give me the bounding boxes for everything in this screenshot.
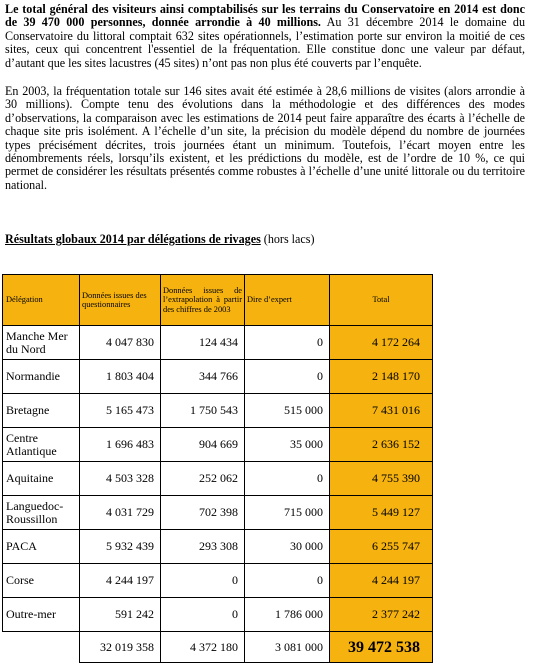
header-questionnaires: Données issues des questionnaires <box>80 275 161 326</box>
table-total-row <box>3 632 433 663</box>
table-title-suffix: (hors lacs) <box>260 232 315 246</box>
cell-expert: 0 <box>245 326 330 360</box>
table-row <box>3 326 433 360</box>
cell-expert: 35 000 <box>245 428 330 462</box>
header-delegation: Délégation <box>3 275 80 326</box>
cell-delegation: Centre Atlantique <box>3 428 80 462</box>
table-row <box>3 530 433 564</box>
cell-questionnaires: 4 031 729 <box>80 496 161 530</box>
cell-total: 2 148 170 <box>330 360 433 394</box>
cell-extrapolation: 293 308 <box>161 530 245 564</box>
cell-delegation: Corse <box>3 564 80 598</box>
cell-questionnaires: 4 047 830 <box>80 326 161 360</box>
cell-extrapolation: 904 669 <box>161 428 245 462</box>
table-row <box>3 564 433 598</box>
table-header-row <box>3 275 433 326</box>
cell-questionnaires: 591 242 <box>80 598 161 632</box>
cell-total: 2 636 152 <box>330 428 433 462</box>
cell-expert: 515 000 <box>245 394 330 428</box>
cell-total: 2 377 242 <box>330 598 433 632</box>
cell-questionnaires: 1 696 483 <box>80 428 161 462</box>
table-row <box>3 462 433 496</box>
cell-expert: 715 000 <box>245 496 330 530</box>
table-row <box>3 360 433 394</box>
intro-paragraph-1-bold: Le total général des visiteurs ainsi comptabilisés sur les terrains du Conservatoire en 2014 est donc de 39 470 000 personnes, donnée arrondie à 40 millions. <box>5 2 525 30</box>
cell-delegation: Bretagne <box>3 394 80 428</box>
cell-extrapolation: 344 766 <box>161 360 245 394</box>
cell-questionnaires: 4 244 197 <box>80 564 161 598</box>
total-expert: 3 081 000 <box>245 632 330 663</box>
intro-paragraph-2: En 2003, la fréquentation totale sur 146 sites avait été estimée à 28,6 millions de visites (alors arrondie à 30 millions). Compte tenu des évolutions dans la méthodologie et des différences des modes d’observations, la comparaison avec les estimations de 2014 peut faire apparaître des écarts à l’échelle de chaque site pris isolément. A l’échelle d’un site, la précision du modèle dépend du nombre de journées types précisément décrites, trois journées étant un minimum. Toutefois, l’écart moyen entre les dénombrements réels, lorsqu’ils existent, et les prédictions du modèle, est de l’ordre de 10 %, ce qui permet de considérer les résultats présentés comme robustes à l’échelle d’une unité littorale ou du territoire national. <box>5 84 525 192</box>
cell-expert: 0 <box>245 360 330 394</box>
cell-extrapolation: 1 750 543 <box>161 394 245 428</box>
cell-extrapolation: 124 434 <box>161 326 245 360</box>
cell-expert: 0 <box>245 462 330 496</box>
cell-total: 4 172 264 <box>330 326 433 360</box>
cell-delegation: Normandie <box>3 360 80 394</box>
grand-total: 39 472 538 <box>330 632 433 663</box>
table-title <box>5 232 315 247</box>
table-row <box>3 598 433 632</box>
cell-delegation: Languedoc-Roussillon <box>3 496 80 530</box>
header-expert: Dire d’expert <box>245 275 330 326</box>
cell-questionnaires: 5 165 473 <box>80 394 161 428</box>
table-row <box>3 496 433 530</box>
cell-delegation: Outre-mer <box>3 598 80 632</box>
cell-extrapolation: 702 398 <box>161 496 245 530</box>
cell-total: 7 431 016 <box>330 394 433 428</box>
intro-paragraph-1-text: Au 31 décembre 2014 le domaine du Conservatoire du littoral comptait 632 sites opérationnels, l’estimation porte sur environ la moitié de ces sites, ceux qui concentrent l'essentiel de la fréquentation. Elle constitue donc une valeur par défaut, d’autant que les sites lacustres (45 sites) n’ont pas non plus été couverts par l’enquête. <box>5 15 525 70</box>
cell-extrapolation: 0 <box>161 564 245 598</box>
intro-paragraph-1 <box>5 3 525 70</box>
table-title-main: Résultats globaux 2014 par délégations de rivages <box>5 232 261 246</box>
cell-total: 4 755 390 <box>330 462 433 496</box>
cell-extrapolation: 0 <box>161 598 245 632</box>
total-questionnaires: 32 019 358 <box>80 632 161 663</box>
cell-questionnaires: 4 503 328 <box>80 462 161 496</box>
cell-delegation: Aquitaine <box>3 462 80 496</box>
cell-delegation: PACA <box>3 530 80 564</box>
table-row <box>3 394 433 428</box>
cell-expert: 0 <box>245 564 330 598</box>
cell-total-label-empty <box>3 632 80 663</box>
cell-questionnaires: 5 932 439 <box>80 530 161 564</box>
total-extrapolation: 4 372 180 <box>161 632 245 663</box>
cell-total: 5 449 127 <box>330 496 433 530</box>
cell-delegation: Manche Mer du Nord <box>3 326 80 360</box>
cell-extrapolation: 252 062 <box>161 462 245 496</box>
table-row <box>3 428 433 462</box>
results-table <box>2 274 433 663</box>
cell-expert: 30 000 <box>245 530 330 564</box>
header-extrapolation: Données issues de l’extrapolation à partir des chiffres de 2003 <box>161 275 245 326</box>
cell-questionnaires: 1 803 404 <box>80 360 161 394</box>
header-total: Total <box>330 275 433 326</box>
cell-expert: 1 786 000 <box>245 598 330 632</box>
cell-total: 6 255 747 <box>330 530 433 564</box>
cell-total: 4 244 197 <box>330 564 433 598</box>
